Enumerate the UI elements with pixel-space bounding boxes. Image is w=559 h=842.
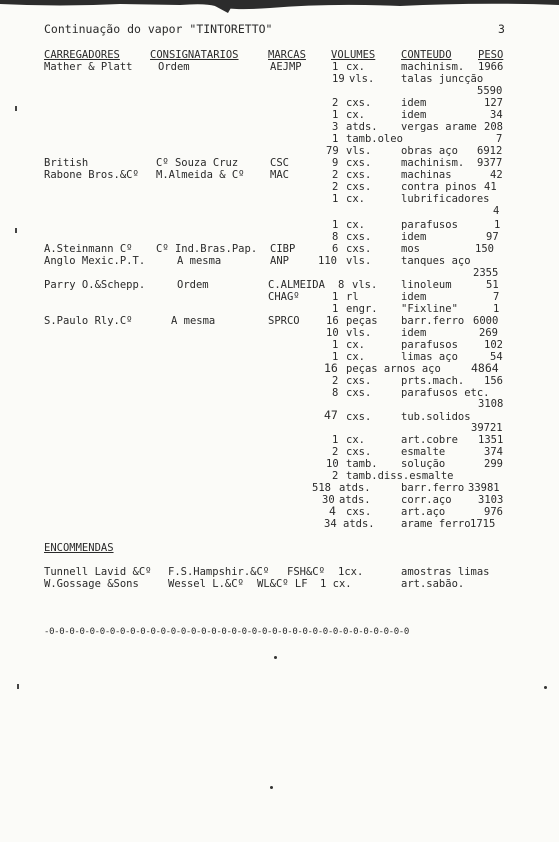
conteudo-cell: vergas arame — [401, 121, 477, 133]
qtd-cell: 1 — [332, 339, 339, 351]
peso-cell: 97 — [486, 231, 499, 243]
peso-cell: 39721 — [471, 422, 503, 434]
qtd-cell: 16 — [324, 361, 338, 375]
unid-cell: cxs. — [346, 506, 372, 518]
unid-cell: vls. — [349, 73, 375, 85]
qtd-cell: 79 — [326, 145, 339, 157]
conteudo-cell: barr.ferro — [401, 482, 465, 494]
conteudo-cell: idem — [401, 97, 427, 109]
unid-cell: vls. — [346, 145, 372, 157]
peso-cell: 208 — [484, 121, 503, 133]
header-consignatarios: CONSIGNATARIOS — [150, 49, 239, 61]
unid-cell: peças — [346, 315, 378, 327]
peso-cell: 299 — [484, 458, 503, 470]
section-separator: -0-0-0-0-0-0-0-0-0-0-0-0-0-0-0-0-0-0-0-0-0-0-0-0-0-0-0-0-0-0-0-0-0-0-0-0 — [44, 627, 409, 637]
consignatario-cell: Ordem — [158, 61, 190, 73]
unid-cell: atds. — [339, 494, 371, 506]
peso-cell: 7 — [496, 133, 503, 145]
unid-cell: cxs. — [346, 97, 372, 109]
carregador-cell: British — [44, 157, 89, 169]
marca-cell: CSC — [270, 157, 289, 169]
page-number: 3 — [498, 22, 505, 36]
margin-mark — [15, 228, 17, 233]
marca-cell: ANP — [270, 255, 289, 267]
ink-speck — [544, 686, 547, 689]
consignatario-cell: Wessel L.&Cº — [168, 578, 244, 590]
carregador-cell: Mather & Platt — [44, 61, 133, 73]
marca-cell: MAC — [270, 169, 289, 181]
conteudo-cell: machinas — [401, 169, 452, 181]
consignatario-cell: M.Almeida & Cº — [156, 169, 245, 181]
unid-cell: tamb.diss.esmalte — [346, 470, 454, 482]
conteudo-cell: parafusos — [401, 339, 458, 351]
conteudo-cell: tanques aço — [401, 255, 471, 267]
peso-cell: 7 — [493, 291, 500, 303]
peso-cell: 51 — [486, 279, 499, 291]
conteudo-cell: amostras limas — [401, 566, 490, 578]
conteudo-cell: corr.aço — [401, 494, 452, 506]
qtd-cell: 3 — [332, 121, 339, 133]
carregador-cell: W.Gossage &Sons — [44, 578, 139, 590]
carregador-cell: Anglo Mexic.P.T. — [44, 255, 146, 267]
marca-cell: C.ALMEIDA — [268, 279, 325, 291]
conteudo-cell: esmalte — [401, 446, 446, 458]
peso-cell: 1 — [493, 303, 500, 315]
conteudo-cell: idem — [401, 109, 427, 121]
consignatario-cell: A mesma — [177, 255, 222, 267]
peso-cell: 33981 — [468, 482, 500, 494]
qtd-cell: 8 — [338, 279, 345, 291]
qtd-cell: 2 — [332, 181, 339, 193]
unid-cell: cx. — [346, 339, 365, 351]
unid-cell: engr. — [346, 303, 378, 315]
qtd-cell: 518 — [312, 482, 331, 494]
header-marcas: MARCAS — [268, 49, 306, 61]
qtd-cell: 1 — [332, 109, 339, 121]
peso-cell: 6912 — [477, 145, 503, 157]
qtd-cell: 2 — [332, 97, 339, 109]
unid-cell: cxs. — [346, 169, 372, 181]
consignatario-cell: A mesma — [171, 315, 216, 327]
peso-cell: 102 — [484, 339, 503, 351]
peso-cell: 1 — [494, 219, 501, 231]
qtd-cell: 8 — [332, 387, 339, 399]
conteudo-cell: lubrificadores — [401, 193, 490, 205]
unid-cell: cx. — [346, 434, 365, 446]
peso-cell: 4864 — [471, 361, 499, 375]
unid-cell: atds. — [339, 482, 371, 494]
unid-cell: vls. — [346, 255, 372, 267]
ink-speck — [274, 656, 277, 659]
conteudo-cell: parafusos etc. — [401, 387, 490, 399]
conteudo-cell: arame ferro — [401, 518, 471, 530]
header-conteudo: CONTEUDO — [401, 49, 452, 61]
unid-cell: cx. — [346, 219, 365, 231]
consignatario-cell: Cº Ind.Bras.Pap. — [156, 243, 258, 255]
peso-cell: 150 — [475, 243, 494, 255]
qtd-cell: 34 — [324, 518, 337, 530]
conteudo-cell: idem — [401, 327, 427, 339]
unid-cell: cxs. — [346, 157, 372, 169]
conteudo-cell: idem — [401, 291, 427, 303]
qtd-cell: 9 — [332, 157, 339, 169]
qtd-cell: 30 — [322, 494, 335, 506]
conteudo-cell: art.sabão. — [401, 578, 465, 590]
qtd-cell: 1 — [332, 351, 339, 363]
unid-cell: peças arnos aço — [346, 363, 441, 375]
qtd-cell: 2 — [332, 375, 339, 387]
unid-cell: cxs. — [346, 231, 372, 243]
peso-cell: 9377 — [477, 157, 503, 169]
peso-cell: 1966 — [478, 61, 504, 73]
conteudo-cell: machinism. — [401, 157, 465, 169]
peso-cell: 1715 — [470, 518, 496, 530]
encomendas-heading: ENCOMMENDAS — [44, 542, 114, 554]
conteudo-cell: solução — [401, 458, 446, 470]
peso-cell: 127 — [484, 97, 503, 109]
unid-cell: cxs. — [346, 446, 372, 458]
unid-cell: cx. — [346, 109, 365, 121]
qtd-cell: 1 — [332, 219, 339, 231]
conteudo-cell: linoleum — [401, 279, 452, 291]
unid-cell: atds. — [343, 518, 375, 530]
peso-cell: 156 — [484, 375, 503, 387]
unid-cell: cxs. — [346, 181, 372, 193]
conteudo-cell: mos — [401, 243, 420, 255]
unid-cell: cxs. — [346, 411, 372, 423]
qtd-cell: 2 — [332, 169, 339, 181]
conteudo-cell: obras aço — [401, 145, 458, 157]
header-carregadores: CARREGADORES — [44, 49, 120, 61]
carregador-cell: Tunnell Lavid &Cº — [44, 566, 152, 578]
qtd-cell: 47 — [324, 408, 338, 422]
qtd-cell: 6 — [332, 243, 339, 255]
conteudo-cell: limas aço — [401, 351, 458, 363]
peso-cell: 3108 — [478, 398, 504, 410]
conteudo-cell: talas juncção — [401, 73, 484, 85]
volume-cell: 1 cx. — [320, 578, 352, 590]
carregador-cell: S.Paulo Rly.Cº — [44, 315, 133, 327]
peso-cell: 1351 — [478, 434, 504, 446]
peso-cell: 54 — [490, 351, 503, 363]
qtd-cell: 110 — [318, 255, 337, 267]
marca-cell: FSH&Cº — [287, 566, 325, 578]
unid-cell: vls. — [346, 327, 372, 339]
unid-cell: tamb. — [346, 458, 378, 470]
marca-cell: WL&Cº LF — [257, 578, 308, 590]
conteudo-cell: tub.solidos — [401, 411, 471, 423]
qtd-cell: 1 — [332, 61, 339, 73]
carregador-cell: A.Steinmann Cº — [44, 243, 133, 255]
peso-cell: 269 — [479, 327, 498, 339]
qtd-cell: 10 — [326, 327, 339, 339]
conteudo-cell: art.aço — [401, 506, 446, 518]
peso-cell: 6000 — [473, 315, 499, 327]
peso-cell: 374 — [484, 446, 503, 458]
conteudo-cell: prts.mach. — [401, 375, 465, 387]
document-title: Continuação do vapor "TINTORETTO" — [44, 22, 273, 36]
qtd-cell: 1 — [332, 303, 339, 315]
peso-cell: 41 — [484, 181, 497, 193]
peso-cell: 2355 — [473, 267, 499, 279]
consignatario-cell: Ordem — [177, 279, 209, 291]
qtd-cell: 4 — [329, 504, 336, 518]
qtd-cell: 2 — [332, 470, 339, 482]
unid-cell: cx. — [346, 193, 365, 205]
unid-cell: vls. — [352, 279, 378, 291]
qtd-cell: 16 — [326, 315, 339, 327]
qtd-cell: 8 — [332, 231, 339, 243]
unid-cell: cxs. — [346, 387, 372, 399]
conteudo-cell: idem — [401, 231, 427, 243]
conteudo-cell: "Fixline" — [401, 303, 458, 315]
consignatario-cell: Cº Souza Cruz — [156, 157, 239, 169]
peso-cell: 4 — [493, 205, 500, 217]
peso-cell: 976 — [484, 506, 503, 518]
consignatario-cell: F.S.Hampshir.&Cº — [168, 566, 270, 578]
unid-cell: cxs. — [346, 375, 372, 387]
unid-cell: cx. — [346, 351, 365, 363]
unid-cell: cx. — [346, 61, 365, 73]
qtd-cell: 19 — [332, 73, 345, 85]
header-volumes: VOLUMES — [331, 49, 376, 61]
qtd-cell: 2 — [332, 446, 339, 458]
unid-cell: rl — [346, 291, 359, 303]
qtd-cell: 1 — [332, 291, 339, 303]
unid-cell: atds. — [346, 121, 378, 133]
unid-cell: tamb.oleo — [346, 133, 403, 145]
conteudo-cell: barr.ferro — [401, 315, 465, 327]
carregador-cell: Rabone Bros.&Cº — [44, 169, 139, 181]
marca-cell: CIBP — [270, 243, 296, 255]
peso-cell: 34 — [490, 109, 503, 121]
conteudo-cell: contra pinos — [401, 181, 477, 193]
marca-cell: CHAGº — [268, 291, 300, 303]
qtd-cell: 1 — [332, 133, 339, 145]
marca-cell: AEJMP — [270, 61, 302, 73]
unid-cell: cxs. — [346, 243, 372, 255]
qtd-cell: 10 — [326, 458, 339, 470]
margin-mark — [17, 684, 19, 689]
peso-cell: 5590 — [477, 85, 503, 97]
qtd-cell: 1 — [332, 193, 339, 205]
conteudo-cell: machinism. — [401, 61, 465, 73]
volume-cell: 1cx. — [338, 566, 364, 578]
marca-cell: SPRCO — [268, 315, 300, 327]
margin-mark — [15, 106, 17, 111]
peso-cell: 42 — [490, 169, 503, 181]
page-edge-smudge — [0, 0, 559, 14]
header-peso: PESO — [478, 49, 504, 61]
qtd-cell: 1 — [332, 434, 339, 446]
peso-cell: 3103 — [478, 494, 504, 506]
conteudo-cell: parafusos — [401, 219, 458, 231]
ink-speck — [270, 786, 273, 789]
carregador-cell: Parry O.&Schepp. — [44, 279, 146, 291]
conteudo-cell: art.cobre — [401, 434, 458, 446]
